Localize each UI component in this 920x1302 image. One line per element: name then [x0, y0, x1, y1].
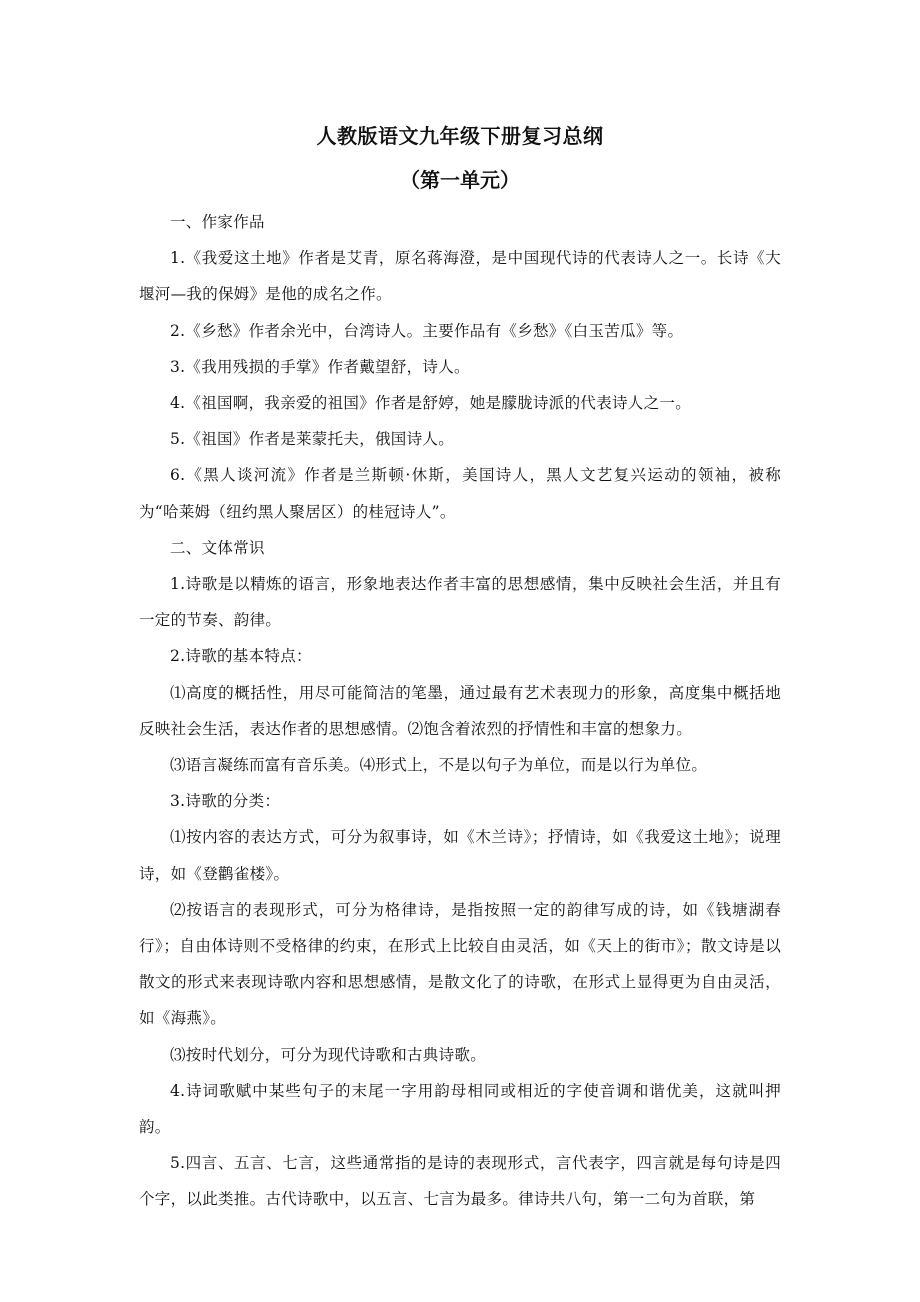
paragraph: 1.《我爱这土地》作者是艾青，原名蒋海澄，是中国现代诗的代表诗人之一。长诗《大堰河—我的保姆》是他的成名之作。 — [139, 249, 781, 304]
paragraph: 5.《祖国》作者是莱蒙托夫，俄国诗人。 — [170, 430, 454, 449]
paragraph: ⑴按内容的表达方式，可分为叙事诗，如《木兰诗》；抒情诗，如《我爱这土地》；说理诗，如《登鹳雀楼》。 — [139, 828, 781, 883]
paragraph: 3.《我用残损的手掌》作者戴望舒，诗人。 — [170, 357, 470, 376]
paragraph: ⑴高度的概括性，用尽可能简洁的笔墨，通过最有艺术表现力的形象，高度集中概括地反映社会生活，表达作者的思想感情。⑵饱含着浓烈的抒情性和丰富的想象力。 — [139, 683, 781, 738]
paragraph: 2.《乡愁》作者余光中，台湾诗人。主要作品有《乡愁》《白玉苦瓜》等。 — [170, 321, 684, 340]
paragraph: 1.诗歌是以精炼的语言，形象地表达作者丰富的思想感情，集中反映社会生活，并且有一定的节奏、韵律。 — [139, 575, 781, 630]
document-body — [139, 120, 781, 1218]
section-heading-genre: 二、文体常识 — [170, 538, 265, 557]
document-subtitle: （第一单元） — [400, 168, 520, 192]
paragraph: 2.诗歌的基本特点： — [170, 647, 312, 666]
document-title: 人教版语文九年级下册复习总纲 — [316, 124, 604, 148]
paragraph: ⑵按语言的表现形式，可分为格律诗，是指按照一定的韵律写成的诗，如《钱塘湖春行》；自由体诗则不受格律的约束，在形式上比较自由灵活，如《天上的街市》；散文诗是以散文的形式来表现诗歌内容和思想感情，是散文化了的诗歌，在形式上显得更为自由灵活，如《海燕》。 — [139, 900, 781, 1028]
paragraph: 3.诗歌的分类： — [170, 792, 281, 811]
paragraph: 4.《祖国啊，我亲爱的祖国》作者是舒婷，她是朦胧诗派的代表诗人之一。 — [170, 394, 691, 413]
paragraph: ⑶语言凝练而富有音乐美。⑷形式上，不是以句子为单位，而是以行为单位。 — [170, 756, 708, 775]
paragraph: 5.四言、五言、七言，这些通常指的是诗的表现形式，言代表字，四言就是每句诗是四个字，以此类推。古代诗歌中，以五言、七言为最多。律诗共八句，第一二句为首联，第 — [139, 1154, 781, 1209]
section-heading-authors: 一、作家作品 — [170, 213, 265, 231]
paragraph: 6.《黑人谈河流》作者是兰斯顿·休斯，美国诗人，黑人文艺复兴运动的领袖，被称为“哈莱姆（纽约黑人聚居区）的桂冠诗人”。 — [139, 466, 781, 521]
paragraph: 4.诗词歌赋中某些句子的末尾一字用韵母相同或相近的字使音调和谐优美，这就叫押韵。 — [139, 1081, 781, 1137]
paragraph: ⑶按时代划分，可分为现代诗歌和古典诗歌。 — [170, 1045, 487, 1064]
